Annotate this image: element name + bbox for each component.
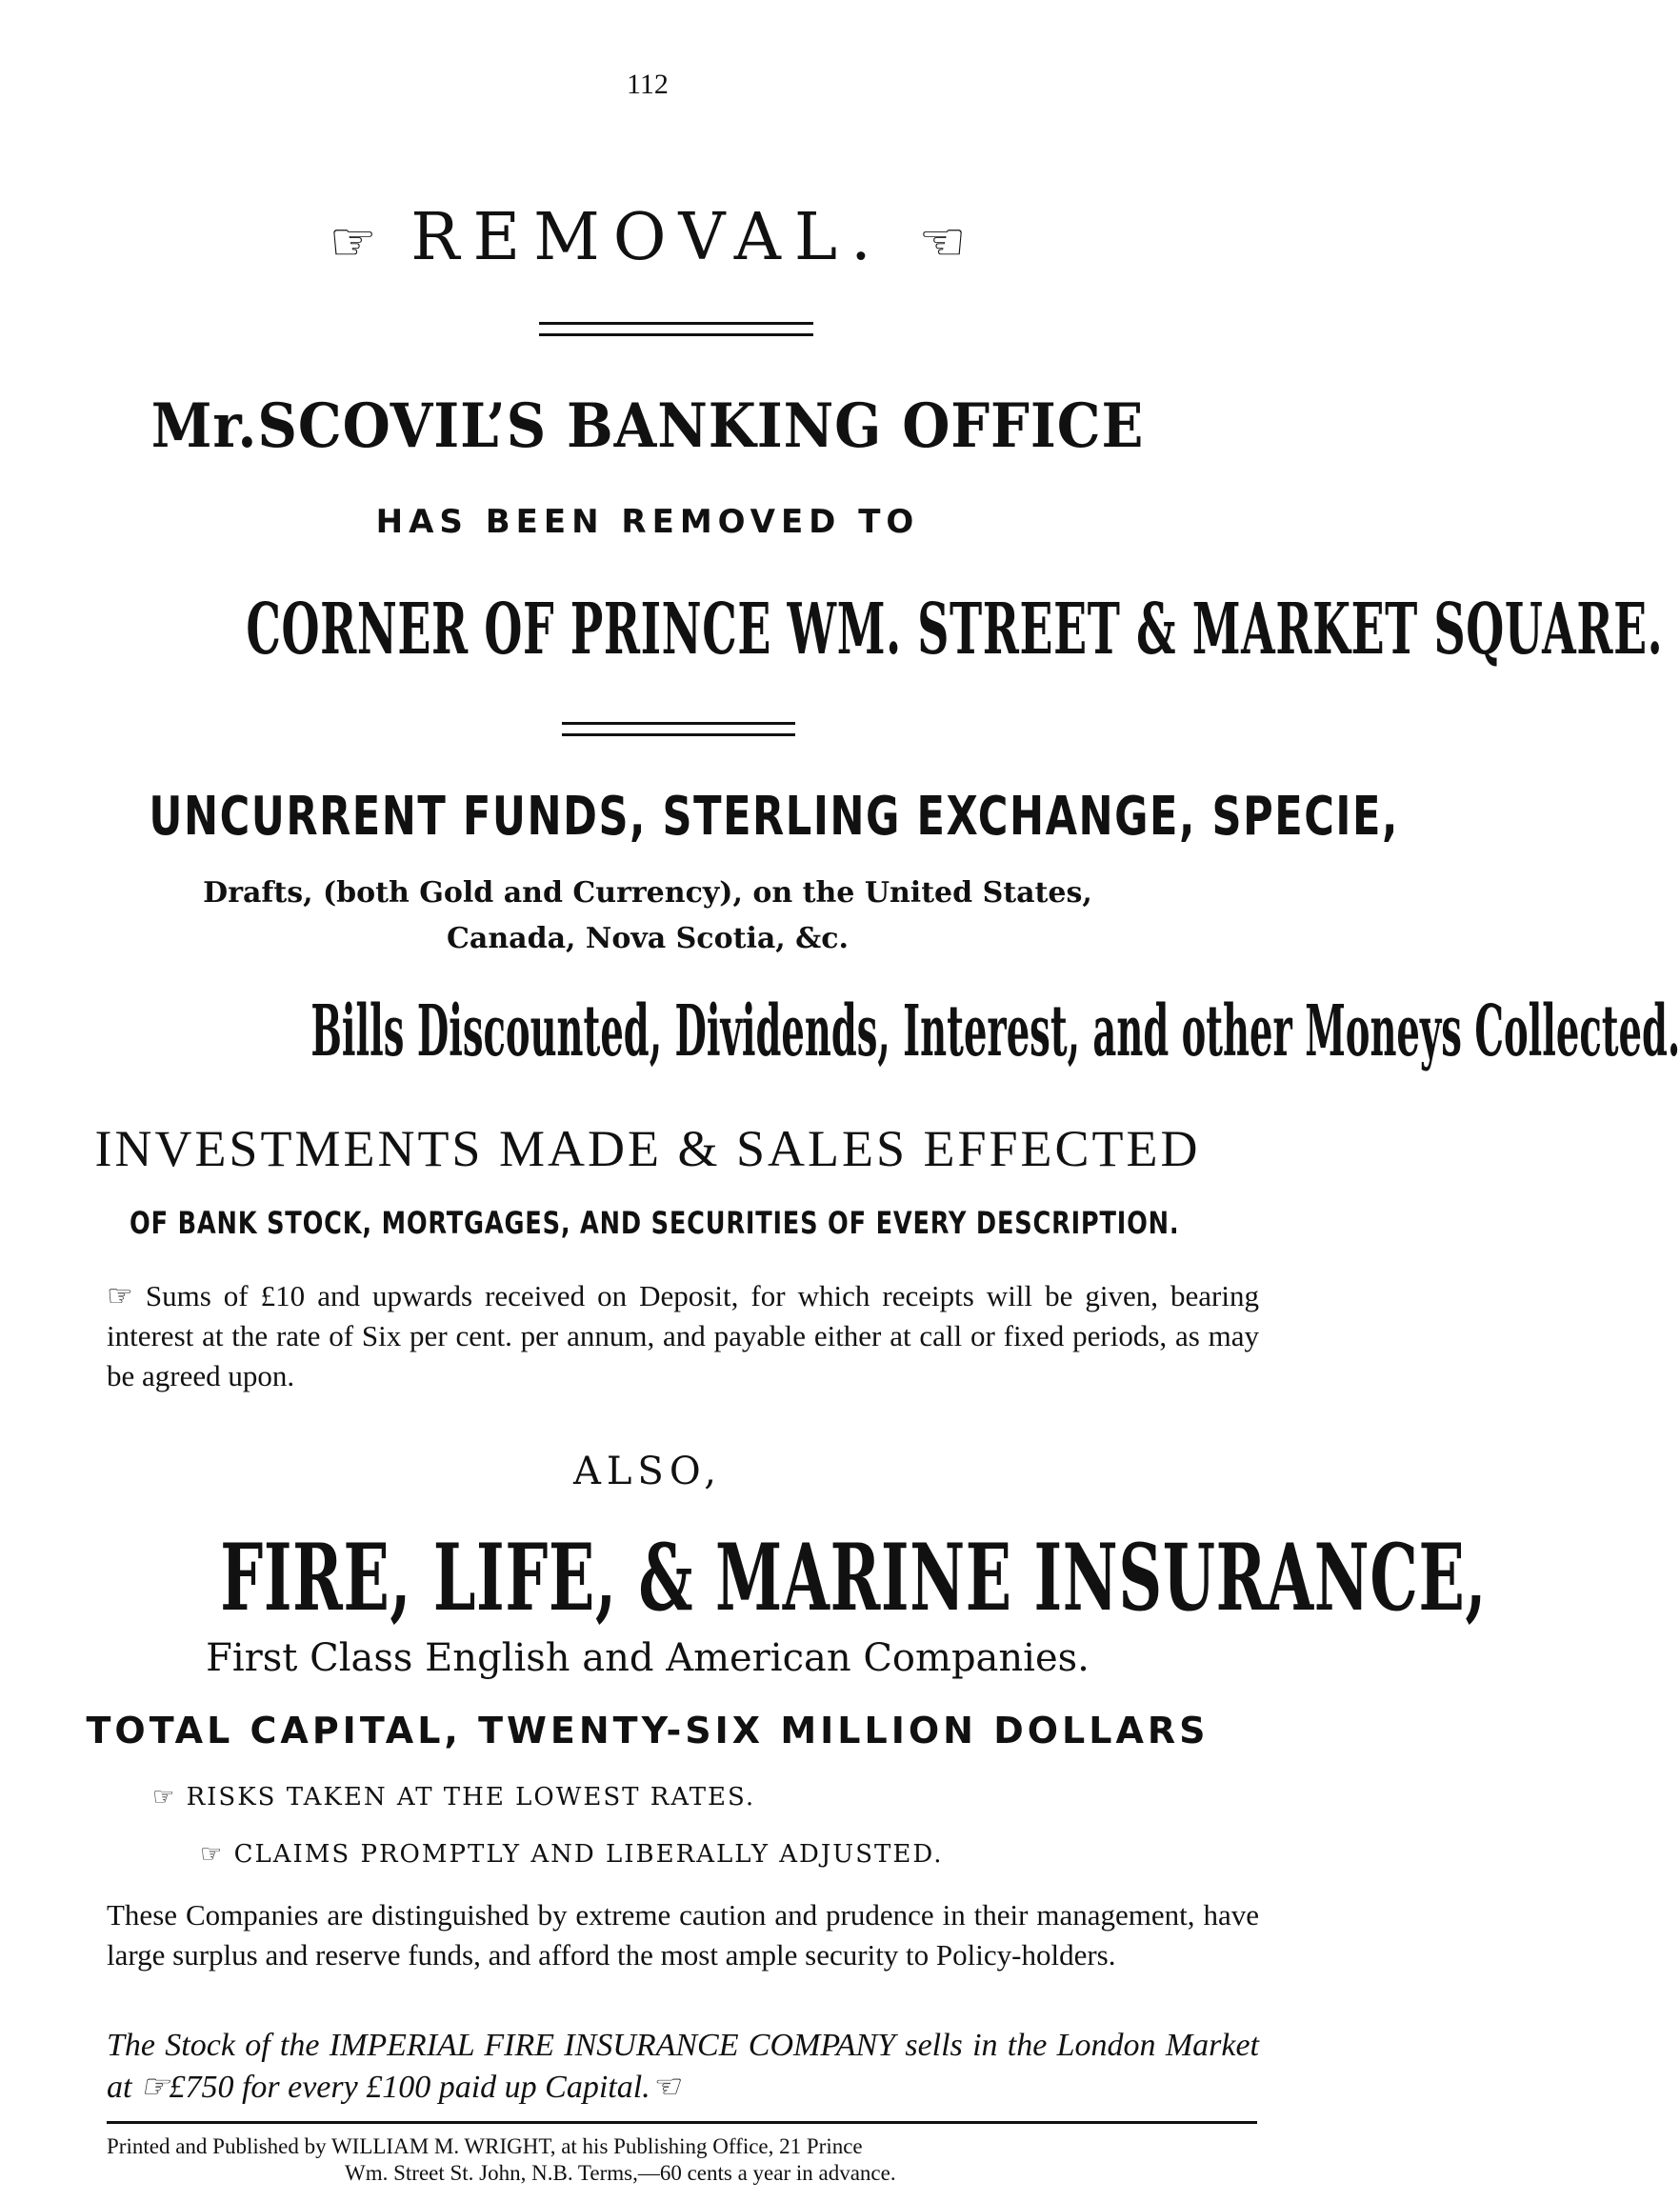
companies-line: First Class English and American Companies. [206,1636,1090,1680]
bank-stock-line: OF BANK STOCK, MORTGAGES, AND SECURITIES OF EVERY DESCRIPTION. [130,1205,1180,1241]
risks-text: RISKS TAKEN AT THE LOWEST RATES. [186,1783,756,1812]
removal-title: REMOVAL. [410,200,885,275]
uncurrent-funds-headline: UNCURRENT FUNDS, STERLING EXCHANGE, SPECIE, [149,786,1399,848]
claims-text: CLAIMS PROMPTLY AND LIBERALLY ADJUSTED. [233,1840,944,1869]
page-number: 112 [627,69,669,100]
bills-discounted-line: Bills Discounted, Dividends, Interest, and other Moneys Collected. [310,991,1680,1072]
imprint-footer [107,2133,1257,2187]
drafts-line-1: Drafts, (both Gold and Currency), on the United States, [203,876,1092,910]
pointing-hand-icon: ☞ [139,2070,170,2105]
drafts-line-2: Canada, Nova Scotia, &c. [447,922,849,955]
location-line: CORNER OF PRINCE WM. STREET & MARKET SQUARE. [246,589,1664,671]
double-rule [562,722,795,725]
claims-bullet [200,1840,944,1869]
pointing-hand-icon: ☞ [152,1783,177,1812]
pointing-hand-icon: ☞ [107,1279,133,1312]
investments-line: INVESTMENTS MADE & SALES EFFECTED [94,1120,1201,1177]
deposit-text: Sums of £10 and upwards received on Deposit, for which receipts will be given, bearing interest at the rate of Six per cent. per annum, and payable either at call or fixed periods, as may be agreed upon. [107,1279,1259,1392]
imprint-line-2: Wm. Street St. John, N.B. Terms,—60 cents a year in advance. [345,2161,896,2185]
risks-bullet [152,1783,755,1812]
footer-rule [107,2121,1257,2124]
imprint-line-1: Printed and Published by WILLIAM M. WRIGHT, at his Publishing Office, 21 Prince [107,2134,863,2158]
removed-to-line: HAS BEEN REMOVED TO [375,503,920,541]
imperial-text-b: £750 for every £100 paid up Capital. [169,2070,650,2105]
total-capital-line: TOTAL CAPITAL, TWENTY-SIX MILLION DOLLARS [86,1710,1210,1752]
pointing-hand-left-icon: ☜ [918,211,967,273]
removal-heading [0,200,1295,275]
double-rule [539,322,813,325]
pointing-hand-left-icon: ☜ [650,2070,680,2105]
deposit-paragraph [107,1276,1259,1396]
insurance-headline: FIRE, LIFE, & MARINE INSURANCE, [220,1524,1488,1631]
imperial-text-a: The Stock of the IMPERIAL FIRE INSURANCE COMPANY sells in the London Market at [107,2028,1259,2105]
pointing-hand-icon: ☞ [200,1840,225,1869]
companies-paragraph: These Companies are distinguished by extreme caution and prudence in their management, have large surplus and reserve funds, and afford the most ample security to Policy-holders. [107,1898,1259,1972]
banking-office-title: Mr.SCOVIL’S BANKING OFFICE [150,390,1145,462]
imperial-paragraph [107,2025,1259,2109]
pointing-hand-right-icon: ☞ [329,211,377,273]
also-line: ALSO, [572,1450,722,1493]
